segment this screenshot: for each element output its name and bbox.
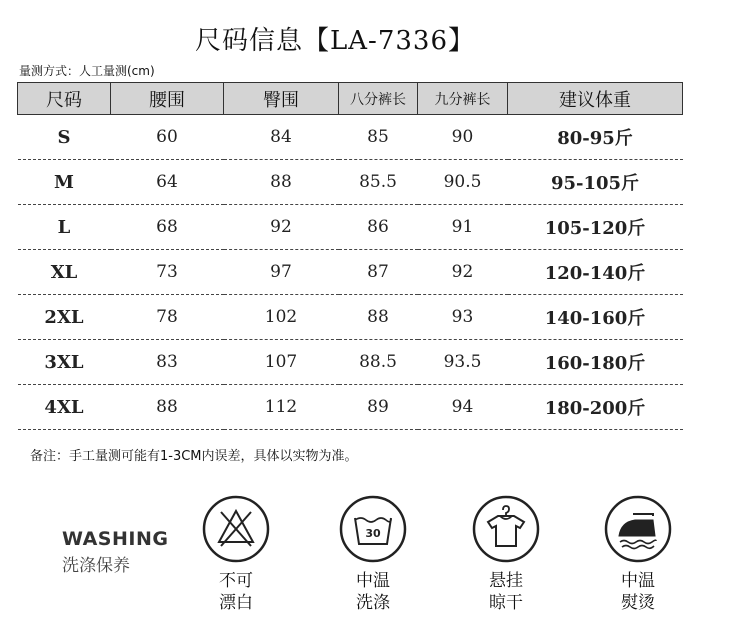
cell-hip: 92: [224, 205, 339, 250]
table-row: [18, 115, 683, 160]
care-label-line1: 中温: [356, 571, 390, 591]
cell-weight: 105-120斤: [508, 205, 683, 250]
cell-hip: 107: [224, 340, 339, 385]
cell-waist: 73: [111, 250, 224, 295]
cell-weight: 120-140斤: [508, 250, 683, 295]
care-item-iron-medium: [600, 494, 676, 614]
care-item-hang-dry: [468, 494, 544, 614]
cell-ankle-length: 94: [418, 385, 508, 430]
care-label-line1: 悬挂: [489, 571, 523, 591]
cell-waist: 60: [111, 115, 224, 160]
cell-waist: 83: [111, 340, 224, 385]
care-label-line1: 不可: [219, 571, 253, 591]
washing-heading: [62, 528, 172, 576]
cell-cropped-length: 89: [339, 385, 418, 430]
cell-ankle-length: 90: [418, 115, 508, 160]
measurement-method: 量测方式：人工量测(cm): [19, 64, 155, 78]
cell-hip: 97: [224, 250, 339, 295]
table-row: [18, 295, 683, 340]
washing-title-cn: 洗涤保养: [62, 556, 130, 576]
care-item-no-bleach: [198, 494, 274, 614]
cell-size: 3XL: [18, 340, 111, 385]
wash-30-icon: [338, 494, 408, 564]
cell-cropped-length: 88.5: [339, 340, 418, 385]
cell-cropped-length: 87: [339, 250, 418, 295]
washing-title-en: WASHING: [62, 528, 169, 550]
cell-weight: 160-180斤: [508, 340, 683, 385]
cell-ankle-length: 92: [418, 250, 508, 295]
cell-ankle-length: 93.5: [418, 340, 508, 385]
care-label-line2: 熨烫: [621, 593, 655, 613]
cell-hip: 112: [224, 385, 339, 430]
wash-temp-label: 30: [365, 527, 381, 540]
cell-hip: 84: [224, 115, 339, 160]
header-ankle-length: 九分裤长: [418, 83, 508, 115]
cell-ankle-length: 93: [418, 295, 508, 340]
cell-size: L: [18, 205, 111, 250]
cell-weight: 140-160斤: [508, 295, 683, 340]
hang-dry-icon: [471, 494, 541, 564]
page-title: 尺码信息【LA-7336】: [195, 26, 475, 56]
no-bleach-icon: [201, 494, 271, 564]
cell-waist: 78: [111, 295, 224, 340]
measurement-note: 备注：手工量测可能有1-3CM内误差，具体以实物为准。: [30, 449, 358, 464]
cell-ankle-length: 90.5: [418, 160, 508, 205]
header-cropped-length: 八分裤长: [339, 83, 418, 115]
cell-waist: 88: [111, 385, 224, 430]
cell-waist: 64: [111, 160, 224, 205]
cell-weight: 180-200斤: [508, 385, 683, 430]
header-waist: 腰围: [111, 83, 224, 115]
care-label-line2: 漂白: [219, 593, 253, 613]
cell-size: M: [18, 160, 111, 205]
cell-cropped-length: 86: [339, 205, 418, 250]
cell-waist: 68: [111, 205, 224, 250]
table-row: [18, 160, 683, 205]
table-row: [18, 250, 683, 295]
cell-cropped-length: 85.5: [339, 160, 418, 205]
cell-hip: 88: [224, 160, 339, 205]
cell-size: 4XL: [18, 385, 111, 430]
table-row: [18, 340, 683, 385]
care-label-line2: 晾干: [489, 593, 523, 613]
cell-size: 2XL: [18, 295, 111, 340]
table-header-row: [18, 83, 683, 115]
care-label-line1: 中温: [621, 571, 655, 591]
header-size: 尺码: [18, 83, 111, 115]
table-row: [18, 205, 683, 250]
cell-hip: 102: [224, 295, 339, 340]
care-item-wash-30: [335, 494, 411, 614]
size-table: [17, 82, 683, 430]
cell-cropped-length: 88: [339, 295, 418, 340]
cell-size: XL: [18, 250, 111, 295]
header-hip: 臀围: [224, 83, 339, 115]
table-row: [18, 385, 683, 430]
header-weight: 建议体重: [508, 83, 683, 115]
cell-size: S: [18, 115, 111, 160]
cell-weight: 80-95斤: [508, 115, 683, 160]
cell-weight: 95-105斤: [508, 160, 683, 205]
cell-ankle-length: 91: [418, 205, 508, 250]
cell-cropped-length: 85: [339, 115, 418, 160]
iron-medium-icon: [603, 494, 673, 564]
care-label-line2: 洗涤: [356, 593, 390, 613]
